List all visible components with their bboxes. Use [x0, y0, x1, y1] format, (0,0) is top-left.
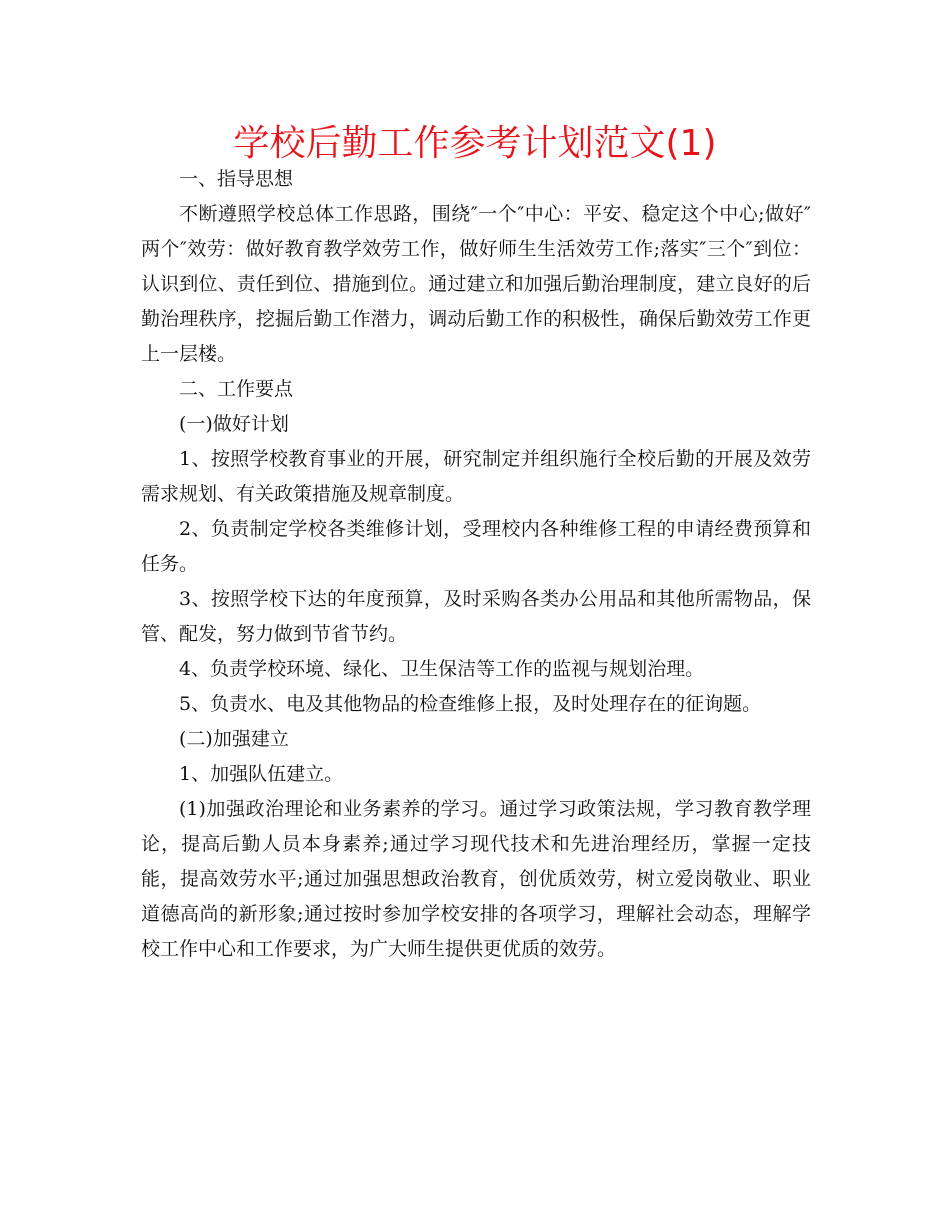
list-item-4: 4、负责学校环境、绿化、卫生保洁等工作的监视与规划治理。	[179, 658, 705, 680]
paragraph-guiding-ideology: 不断遵照学校总体工作思路，围绕″一个″中心：平安、稳定这个中心;做好″两个″效劳：做好教育教学效劳工作，做好师生生活效劳工作;落实″三个″到位：认识到位、责任到位、措施到位。通过建立和加强后勤治理制度，建立良好的后勤治理秩序，挖掘后勤工作潜力，调动后勤工作的积极性，确保后勤效劳工作更上一层楼。	[141, 203, 811, 365]
subheading-strengthen-building: (二)加强建立	[179, 728, 289, 750]
document-title: 学校后勤工作参考计划范文(1)	[233, 123, 717, 164]
list-item-3: 3、按照学校下达的年度预算，及时采购各类办公用品和其他所需物品，保管、配发，努力做到节省节约。	[141, 588, 811, 645]
section-heading-work-points: 二、工作要点	[179, 378, 294, 400]
section-heading-guiding-ideology: 一、指导思想	[179, 168, 294, 190]
list-item-1: 1、按照学校教育事业的开展，研究制定并组织施行全校后勤的开展及效劳需求规划、有关政策措施及规章制度。	[141, 448, 811, 505]
paragraph-political-study: (1)加强政治理论和业务素养的学习。通过学习政策法规，学习教育教学理论，提高后勤人员本身素养;通过学习现代技术和先进治理经历，掌握一定技能，提高效劳水平;通过加强思想政治教育，创优质效劳，树立爱岗敬业、职业道德高尚的新形象;通过按时参加学校安排的各项学习，理解社会动态，理解学校工作中心和工作要求，为广大师生提供更优质的效劳。	[141, 798, 811, 960]
list-item-team-building: 1、加强队伍建立。	[179, 763, 344, 785]
list-item-5: 5、负责水、电及其他物品的检查维修上报，及时处理存在的征询题。	[179, 693, 762, 715]
document-body	[141, 162, 811, 967]
list-item-2: 2、负责制定学校各类维修计划，受理校内各种维修工程的申请经费预算和任务。	[141, 518, 811, 575]
subheading-make-plans: (一)做好计划	[179, 413, 289, 435]
